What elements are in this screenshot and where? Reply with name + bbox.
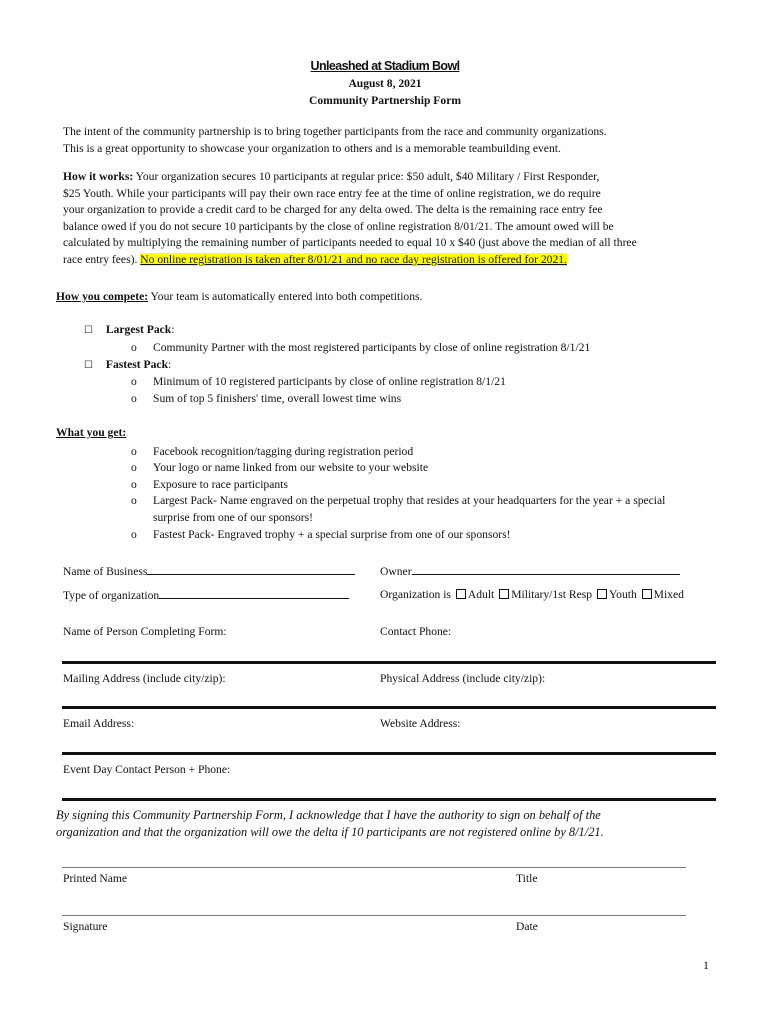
organization-type-input-line[interactable] <box>159 588 349 599</box>
checkbox-youth[interactable] <box>597 589 607 599</box>
largest-pack-label: Largest Pack <box>105 323 172 336</box>
email-address-label: Email Address: <box>63 717 135 730</box>
how-it-works-line: your organization to provide a credit card to be charged for any delta owed. The delta is the remaining race entry fee <box>63 203 603 217</box>
benefit-item <box>131 461 429 474</box>
intro-line: The intent of the community partnership is to bring together participants from the race and community organizations. <box>63 125 607 138</box>
benefit-item <box>131 445 414 458</box>
business-name-input-line[interactable] <box>147 564 355 575</box>
how-it-works-label: How it works: <box>63 170 134 183</box>
intro-paragraph <box>63 124 703 157</box>
how-it-works-line: balance owed if you do not secure 10 participants by the close of online registration 8/01/21. The amount owed will be <box>63 219 614 233</box>
field-divider <box>62 661 716 664</box>
organization-type-label: Type of organization <box>63 589 160 602</box>
what-you-get-label: What you get: <box>56 426 127 439</box>
bullet-icon: o <box>131 375 137 388</box>
mailing-address-label: Mailing Address (include city/zip): <box>63 672 226 685</box>
how-it-works-line: race entry fees). <box>63 252 141 266</box>
compete-label: How you compete: <box>56 290 149 303</box>
fastest-pack-criteria: Sum of top 5 finishers' time, overall lowest time wins <box>153 392 402 405</box>
largest-pack-item <box>131 341 591 354</box>
benefit-text: Fastest Pack- Engraved trophy + a special surprise from one of our sponsors! <box>153 528 511 541</box>
benefit-text-continued: surprise from one of our sponsors! <box>153 511 314 524</box>
option-youth-label: Youth <box>608 588 637 601</box>
owner-input-line[interactable] <box>412 564 680 575</box>
compete-section <box>56 290 422 303</box>
option-mixed-label: Mixed <box>653 588 684 601</box>
checkbox-military[interactable] <box>499 589 509 599</box>
organization-category-label: Organization is <box>380 588 451 601</box>
intro-line: This is a great opportunity to showcase your organization to others and is a memorable teambuilding event. <box>63 141 561 155</box>
organization-category-field <box>380 588 684 601</box>
checkbox-mixed[interactable] <box>642 589 652 599</box>
how-it-works-line: calculated by multiplying the remaining number of participants needed to equal 10 x $40 (just above the median of all three <box>63 236 637 250</box>
compete-text: Your team is automatically entered into both competitions. <box>148 290 423 303</box>
owner-field[interactable] <box>380 564 680 578</box>
field-divider <box>62 752 716 755</box>
business-name-label: Name of Business <box>63 565 148 578</box>
signature-label: Signature <box>63 920 108 933</box>
title-label: Title <box>516 872 538 885</box>
printed-name-line[interactable] <box>62 867 686 868</box>
bullet-icon: o <box>131 494 137 507</box>
date-label: Date <box>516 920 538 933</box>
event-date: August 8, 2021 <box>348 77 422 90</box>
acknowledgement-line: By signing this Community Partnership Form, I acknowledge that I have the authority to sign on behalf of the <box>56 808 601 822</box>
signature-line[interactable] <box>62 915 686 916</box>
benefit-text: Your logo or name linked from our website to your website <box>153 461 429 474</box>
benefit-item <box>131 528 511 541</box>
organization-type-field[interactable] <box>63 588 349 602</box>
fastest-pack-item <box>131 375 506 388</box>
bullet-icon: o <box>131 445 137 458</box>
checkbox-icon: ☐ <box>84 325 93 336</box>
bullet-icon: o <box>131 392 137 405</box>
acknowledgement <box>56 807 716 841</box>
contact-phone-label: Contact Phone: <box>380 625 452 638</box>
how-it-works-text: Your organization secures 10 participants at regular price: $50 adult, $40 Military / First Responder, <box>133 170 600 183</box>
bullet-icon: o <box>131 528 137 541</box>
checkbox-adult[interactable] <box>456 589 466 599</box>
printed-name-label: Printed Name <box>63 872 128 885</box>
how-it-works-paragraph <box>63 169 703 269</box>
physical-address-label: Physical Address (include city/zip): <box>380 672 546 685</box>
form-name: Community Partnership Form <box>309 94 461 107</box>
how-it-works-line: $25 Youth. While your participants will pay their own race entry fee at the time of online registration, we do require <box>63 186 601 200</box>
page-number: 1 <box>703 958 709 972</box>
benefit-item <box>131 494 666 507</box>
benefit-text: Facebook recognition/tagging during registration period <box>153 445 414 458</box>
registration-deadline-highlight: No online registration is taken after 8/01/21 and no race day registration is offered for 2021. <box>140 252 567 266</box>
option-military-label: Military/1st Resp <box>511 588 593 601</box>
field-divider <box>62 798 716 801</box>
owner-label: Owner <box>380 565 412 578</box>
fastest-pack-criteria: Minimum of 10 registered participants by close of online registration 8/1/21 <box>153 375 506 388</box>
bullet-icon: o <box>131 478 137 491</box>
benefit-text: Exposure to race participants <box>153 478 288 491</box>
fastest-pack-row: ☐ Fastest Pack: <box>84 358 172 371</box>
largest-pack-row: ☐ Largest Pack: <box>84 323 175 336</box>
person-completing-label: Name of Person Completing Form: <box>63 625 227 638</box>
document-title: Unleashed at Stadium Bowl <box>310 59 460 73</box>
acknowledgement-line: organization and that the organization will owe the delta if 10 participants are not registered online by 8/1/21. <box>56 825 604 839</box>
event-contact-label: Event Day Contact Person + Phone: <box>63 763 231 776</box>
bullet-icon: o <box>131 461 137 474</box>
fastest-pack-label: Fastest Pack <box>105 358 169 371</box>
fastest-pack-item <box>131 392 402 405</box>
option-adult-label: Adult <box>467 588 495 601</box>
website-address-label: Website Address: <box>380 717 461 730</box>
field-divider <box>62 706 716 709</box>
bullet-icon: o <box>131 341 137 354</box>
checkbox-icon: ☐ <box>84 360 93 371</box>
business-name-field[interactable] <box>63 564 355 578</box>
benefit-item <box>131 478 288 491</box>
benefit-text: Largest Pack- Name engraved on the perpetual trophy that resides at your headquarters for the year + a special <box>153 494 666 507</box>
largest-pack-criteria: Community Partner with the most registered participants by close of online registration 8/1/21 <box>153 341 591 354</box>
